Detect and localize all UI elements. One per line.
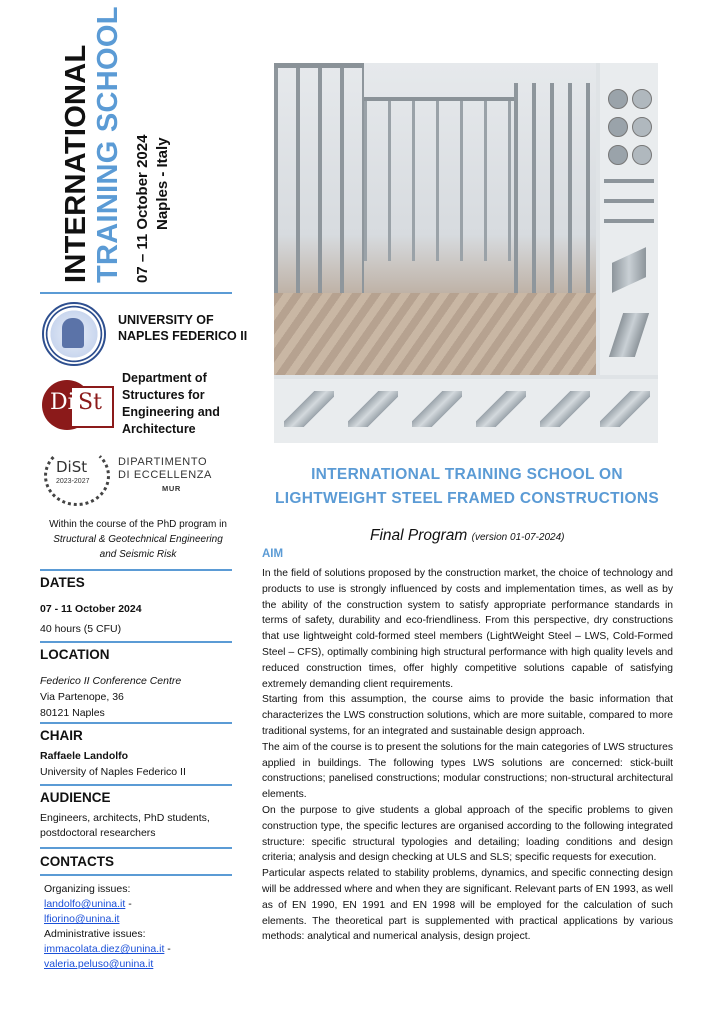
course-title: INTERNATIONAL TRAINING SCHOOL ON LIGHTWEIGHT STEEL FRAMED CONSTRUCTIONS — [275, 466, 659, 507]
chair-name: Raffaele Landolfo — [40, 750, 129, 762]
program-version: Final Program (version 01-07-2024) — [370, 527, 565, 544]
email-link-landolfo[interactable]: landolfo@unina.it — [44, 898, 126, 910]
organizing-email-2 — [44, 911, 119, 927]
organizing-emails: landolfo@unina.it - — [44, 898, 132, 910]
audience-line2: postdoctoral researchers — [40, 827, 156, 839]
aim-paragraph: In the field of solutions proposed by the construction market, the choice of technology and products to use is strongly influenced by costs and implementation times, as well as by the ability of the construction system to satisfy appropriate performance standards in terms of safety, durability and eco-friendliness. From this perspective, dry constructions that use lightweight cold-formed steel members (LightWeight Steel – LWS, Cold-Formed Steel – CFS), optimally combining high structural performance with high quality levels and reduced construction times, offer highly competitive solutions capable of satisfying extremely demanding client requirements. — [262, 568, 673, 690]
title-dates: 07 – 11 October 2024 — [134, 134, 151, 283]
email-link-peluso[interactable]: valeria.peluso@unina.it — [44, 958, 154, 970]
university-name: UNIVERSITY OF NAPLES FEDERICO II — [118, 313, 248, 343]
aim-heading: AIM — [262, 548, 284, 560]
administrative-email-2 — [44, 956, 153, 972]
dates-value: 07 - 11 October 2024 — [40, 603, 142, 615]
title-place: Naples - Italy — [154, 137, 171, 230]
aim-paragraph: On the purpose to give students a global approach of the specific problems to given construction type, the specific lectures are organised according to the following integrated structure: specific structural typologies and detailing; loading conditions and design criteria; analysis and design checking at ULS and SLS; specific requests for execution. — [262, 804, 673, 864]
audience-line1: Engineers, architects, PhD students, — [40, 812, 210, 824]
administrative-emails: immacolata.diez@unina.it - — [44, 943, 171, 955]
aim-paragraph: Starting from this assumption, the course aims to provide the basic information that characterizes the LWS construction solutions, which are more suitable, compared to more traditional systems, for an integrated and sustainable design approach. — [262, 694, 673, 737]
location-heading: LOCATION — [40, 647, 110, 662]
excellence-wreath-logo: DiSt 2023-2027 — [42, 444, 110, 502]
department-name: Department of Structures for Engineering and Architecture — [122, 371, 220, 436]
email-link-lfiorino[interactable]: lfiorino@unina.it — [44, 913, 120, 925]
contacts-heading: CONTACTS — [40, 854, 114, 869]
aim-body — [262, 566, 673, 945]
divider — [40, 641, 232, 643]
steel-frame-photo — [274, 63, 658, 443]
university-seal-logo — [42, 302, 106, 366]
chair-affiliation: University of Naples Federico II — [40, 766, 186, 778]
audience-heading: AUDIENCE — [40, 790, 111, 805]
divider — [40, 784, 232, 786]
administrative-label: Administrative issues: — [44, 928, 146, 940]
organizing-label: Organizing issues: — [44, 883, 131, 895]
dates-heading: DATES — [40, 575, 85, 590]
phd-program-note: Within the course of the PhD program in Structural & Geotechnical Engineering and Seismic Risk — [49, 519, 227, 560]
location-venue: Federico II Conference Centre — [40, 675, 182, 687]
title-training-school: TRAINING SCHOOL — [92, 6, 124, 283]
divider — [40, 874, 232, 876]
aim-paragraph: Particular aspects related to stability problems, dynamics, and specific connecting design will be addressed where and when they are significant. Relevant parts of EN 1993, as well as of EN 1990, EN 1991 and EN 1998 will be employed for the calculation of such elements. The theoretical part is supplemented with practical applications by various methods: analytical and numerical analysis, design project. — [262, 868, 673, 943]
divider — [40, 569, 232, 571]
aim-paragraph: The aim of the course is to present the solutions for the main categories of LWS structures applied in buildings. The following types LWS solutions are concerned: stick-built constructions; panelised constructions; modular constructions; non-structural architectural elements. — [262, 741, 673, 801]
hours-value: 40 hours (5 CFU) — [40, 623, 122, 635]
divider — [40, 722, 232, 724]
title-international: INTERNATIONAL — [60, 44, 92, 283]
dist-logo: Di St — [42, 378, 112, 432]
divider — [40, 292, 232, 294]
profiles-strip-photo — [274, 379, 658, 443]
location-street: Via Partenope, 36 — [40, 691, 124, 703]
chair-heading: CHAIR — [40, 728, 83, 743]
excellence-label: DIPARTIMENTO DI ECCELLENZA MUR — [118, 456, 212, 493]
email-link-diez[interactable]: immacolata.diez@unina.it — [44, 943, 165, 955]
fasteners-photo — [600, 63, 658, 375]
location-city: 80121 Naples — [40, 707, 105, 719]
divider — [40, 847, 232, 849]
vertical-title-block — [60, 6, 180, 285]
